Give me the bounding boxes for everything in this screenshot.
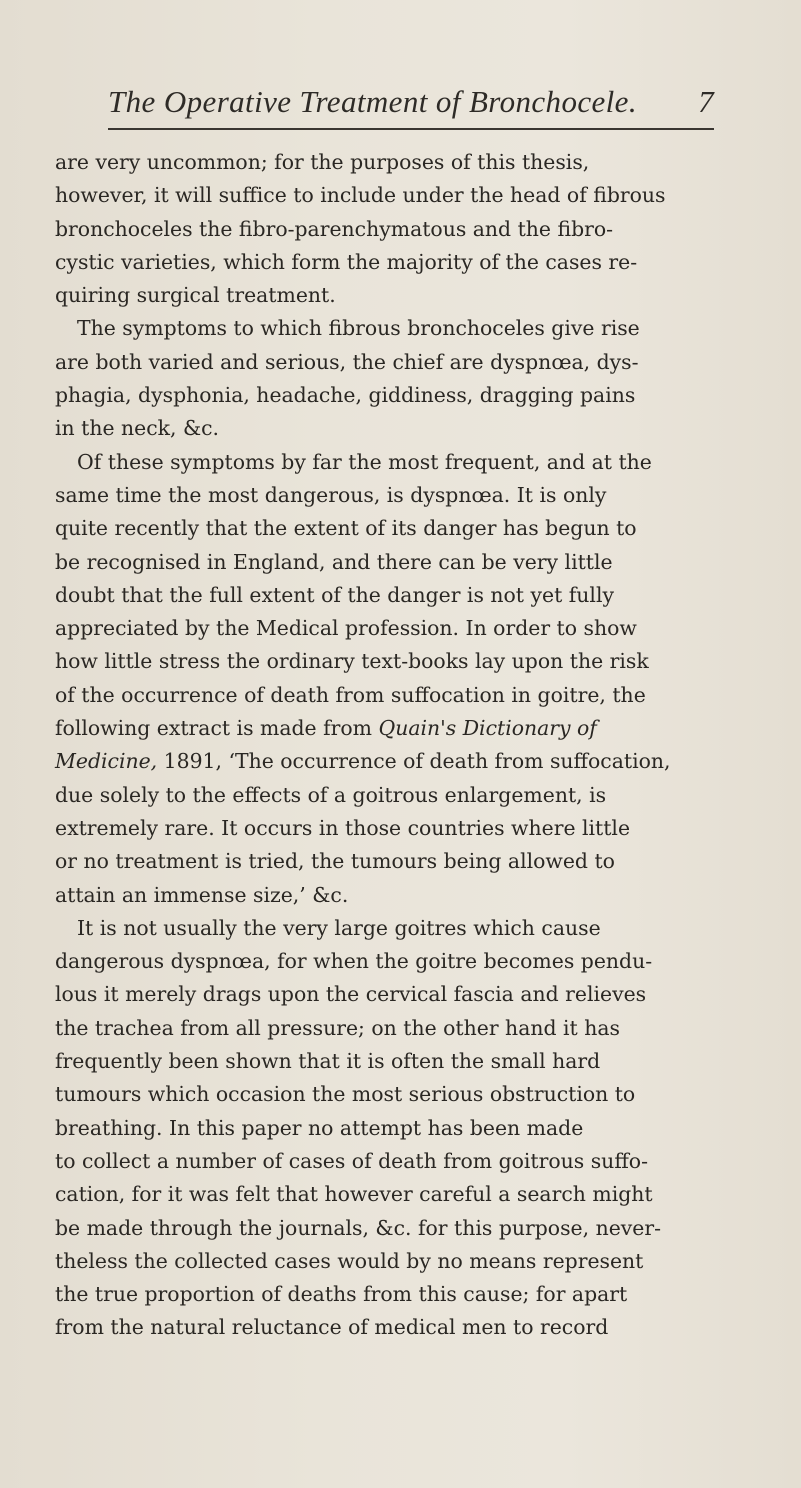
text-line: dangerous dyspnœa, for when the goitre becomes pendu- [55, 949, 653, 974]
text-line: frequently been shown that it is often the small hard [55, 1049, 601, 1074]
italic-title: Medicine, [55, 749, 158, 774]
text-line: however, it will suffice to include under the head of fibrous [55, 183, 666, 208]
italic-title: Quain's Dictionary of [378, 716, 597, 741]
text-line: or no treatment is tried, the tumours being allowed to [55, 849, 615, 874]
text-line: due solely to the effects of a goitrous enlargement, is [55, 782, 607, 807]
text-line: the true proportion of deaths from this cause; for apart [55, 1282, 628, 1307]
text-line: the trachea from all pressure; on the other hand it has [55, 1015, 620, 1040]
text-line: doubt that the full extent of the danger is not yet fully [55, 582, 614, 607]
text-line: from the natural reluctance of medical men to record [55, 1315, 609, 1340]
header-rule [108, 128, 714, 130]
text-line: lous it merely drags upon the cervical fascia and relieves [55, 982, 647, 1007]
text-line: cation, for it was felt that however careful a search might [55, 1182, 653, 1207]
text-line: attain an immense size,’ &c. [55, 882, 349, 907]
text-line: bronchoceles the fibro-parenchymatous and the fibro- [55, 216, 614, 241]
text-line: how little stress the ordinary text-books lay upon the risk [55, 649, 649, 674]
text-line: are very uncommon; for the purposes of this thesis, [55, 150, 590, 174]
text-line: be made through the journals, &c. for this purpose, never- [55, 1215, 661, 1240]
text-line: be recognised in England, and there can be very little [55, 549, 613, 574]
text-line: quite recently that the extent of its danger has begun to [55, 516, 637, 541]
running-head [108, 84, 714, 128]
text-line: in the neck, &c. [55, 416, 220, 441]
text-line: breathing. In this paper no attempt has been made [55, 1115, 584, 1140]
text-line: phagia, dysphonia, headache, giddiness, dragging pains [55, 383, 636, 408]
text-line: It is not usually the very large goitres which cause [77, 915, 601, 940]
text-line: tumours which occasion the most serious obstruction to [55, 1082, 636, 1107]
text-line: to collect a number of cases of death from goitrous suffo- [55, 1148, 648, 1173]
text-line: Medicine, 1891, ‘The occurrence of death from suffocation, [55, 749, 671, 774]
text-line: extremely rare. It occurs in those countries where little [55, 815, 631, 840]
running-head-title: The Operative Treatment of Bronchocele. [108, 84, 637, 119]
text-line: appreciated by the Medical profession. In order to show [55, 616, 637, 641]
text-line: Of these symptoms by far the most frequent, and at the [77, 449, 652, 474]
page-number: 7 [698, 84, 714, 119]
text-line: are both varied and serious, the chief are dyspnœa, dys- [55, 349, 639, 374]
text-line: theless the collected cases would by no means represent [55, 1248, 644, 1273]
text-line: quiring surgical treatment. [55, 283, 336, 308]
text-line: following extract is made from Quain's Dictionary of [55, 716, 597, 741]
body-text [55, 146, 755, 1345]
text-line: of the occurrence of death from suffocation in goitre, the [55, 682, 646, 707]
text-line: The symptoms to which fibrous bronchoceles give rise [77, 316, 640, 341]
text-line: same time the most dangerous, is dyspnœa. It is only [55, 482, 607, 507]
text-line: cystic varieties, which form the majority of the cases re- [55, 249, 638, 274]
